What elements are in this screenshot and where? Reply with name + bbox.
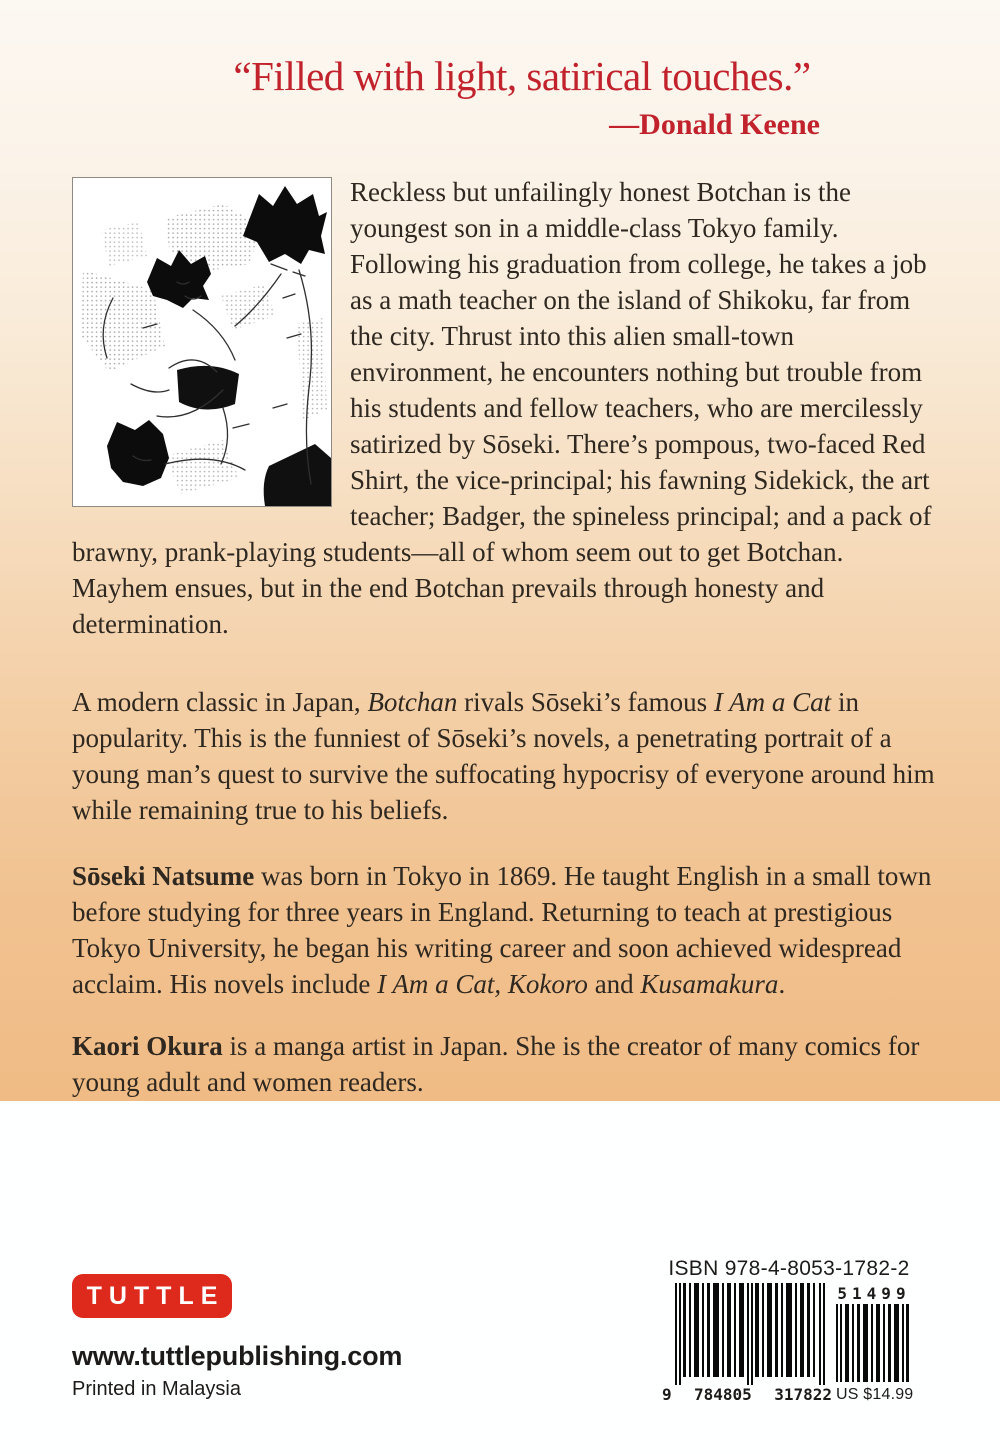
ean-digit-group: 9 xyxy=(662,1385,672,1404)
manga-illustration xyxy=(72,177,332,507)
tuttle-logo xyxy=(72,1274,232,1318)
isbn-number: ISBN 978-4-8053-1782-2 xyxy=(668,1257,910,1280)
ean13-digits xyxy=(662,1385,832,1404)
ean-digit-group: 784805 xyxy=(694,1385,752,1404)
ean-digit-group: 317822 xyxy=(774,1385,832,1404)
isbn-barcode-block xyxy=(650,1257,928,1407)
printed-in-label: Printed in Malaysia xyxy=(72,1378,241,1400)
price-addon-code: 51499 xyxy=(837,1284,911,1303)
publisher-footer xyxy=(0,1101,1000,1454)
synopsis-section xyxy=(0,174,1000,1100)
review-quote-block xyxy=(0,0,1000,142)
author-bio-okura: Kaori Okura is a manga artist in Japan. She is the creator of many comics for young adult and women readers. xyxy=(72,1030,920,1097)
quote-attribution: —Donald Keene xyxy=(609,107,820,141)
author-bio-soseki: Sōseki Natsume was born in Tokyo in 1869. He taught English in a small town before studying for three years in England. Returning to teach at prestigious Tokyo University, he began his writing career and soon achieved widespread acclaim. His novels include I Am a Cat, Kokoro and Kusamakura. xyxy=(72,860,932,999)
ean13-barcode xyxy=(675,1283,825,1385)
manga-illustration-art xyxy=(73,178,331,506)
synopsis-paragraph-2: A modern classic in Japan, Botchan rivals Sōseki’s famous I Am a Cat in popularity. This is the funniest of Sōseki’s novels, a penetrating portrait of a young man’s quest to survive the suffocating hypocrisy of everyone around him while remaining true to his beliefs. xyxy=(72,686,935,825)
price-addon-barcode xyxy=(836,1304,912,1382)
publisher-website: www.tuttlepublishing.com xyxy=(72,1341,403,1371)
price-label: US $14.99 xyxy=(836,1386,914,1403)
synopsis-paragraph-1: Reckless but unfailingly honest Botchan is the youngest son in a middle-class Tokyo family. Following his graduation from college, he takes a job as a math teacher on the island of Shikoku, far from the city. Thrust into this alien small-town environment, he encounters nothing but trouble from his students and fellow teachers, who are mercilessly satirized by Sōseki. There’s pompous, two-faced Red Shirt, the vice-principal; his fawning Sidekick, the art teacher; Badger, the spineless principal; and a pack of brawny, prank-playing students—all of whom seem out to get Botchan. Mayhem ensues, but in the end Botchan prevails through honesty and determination. xyxy=(72,176,932,639)
review-quote: “Filled with light, satirical touches.” xyxy=(233,53,811,99)
tuttle-logo-text: TUTTLE xyxy=(86,1281,225,1310)
